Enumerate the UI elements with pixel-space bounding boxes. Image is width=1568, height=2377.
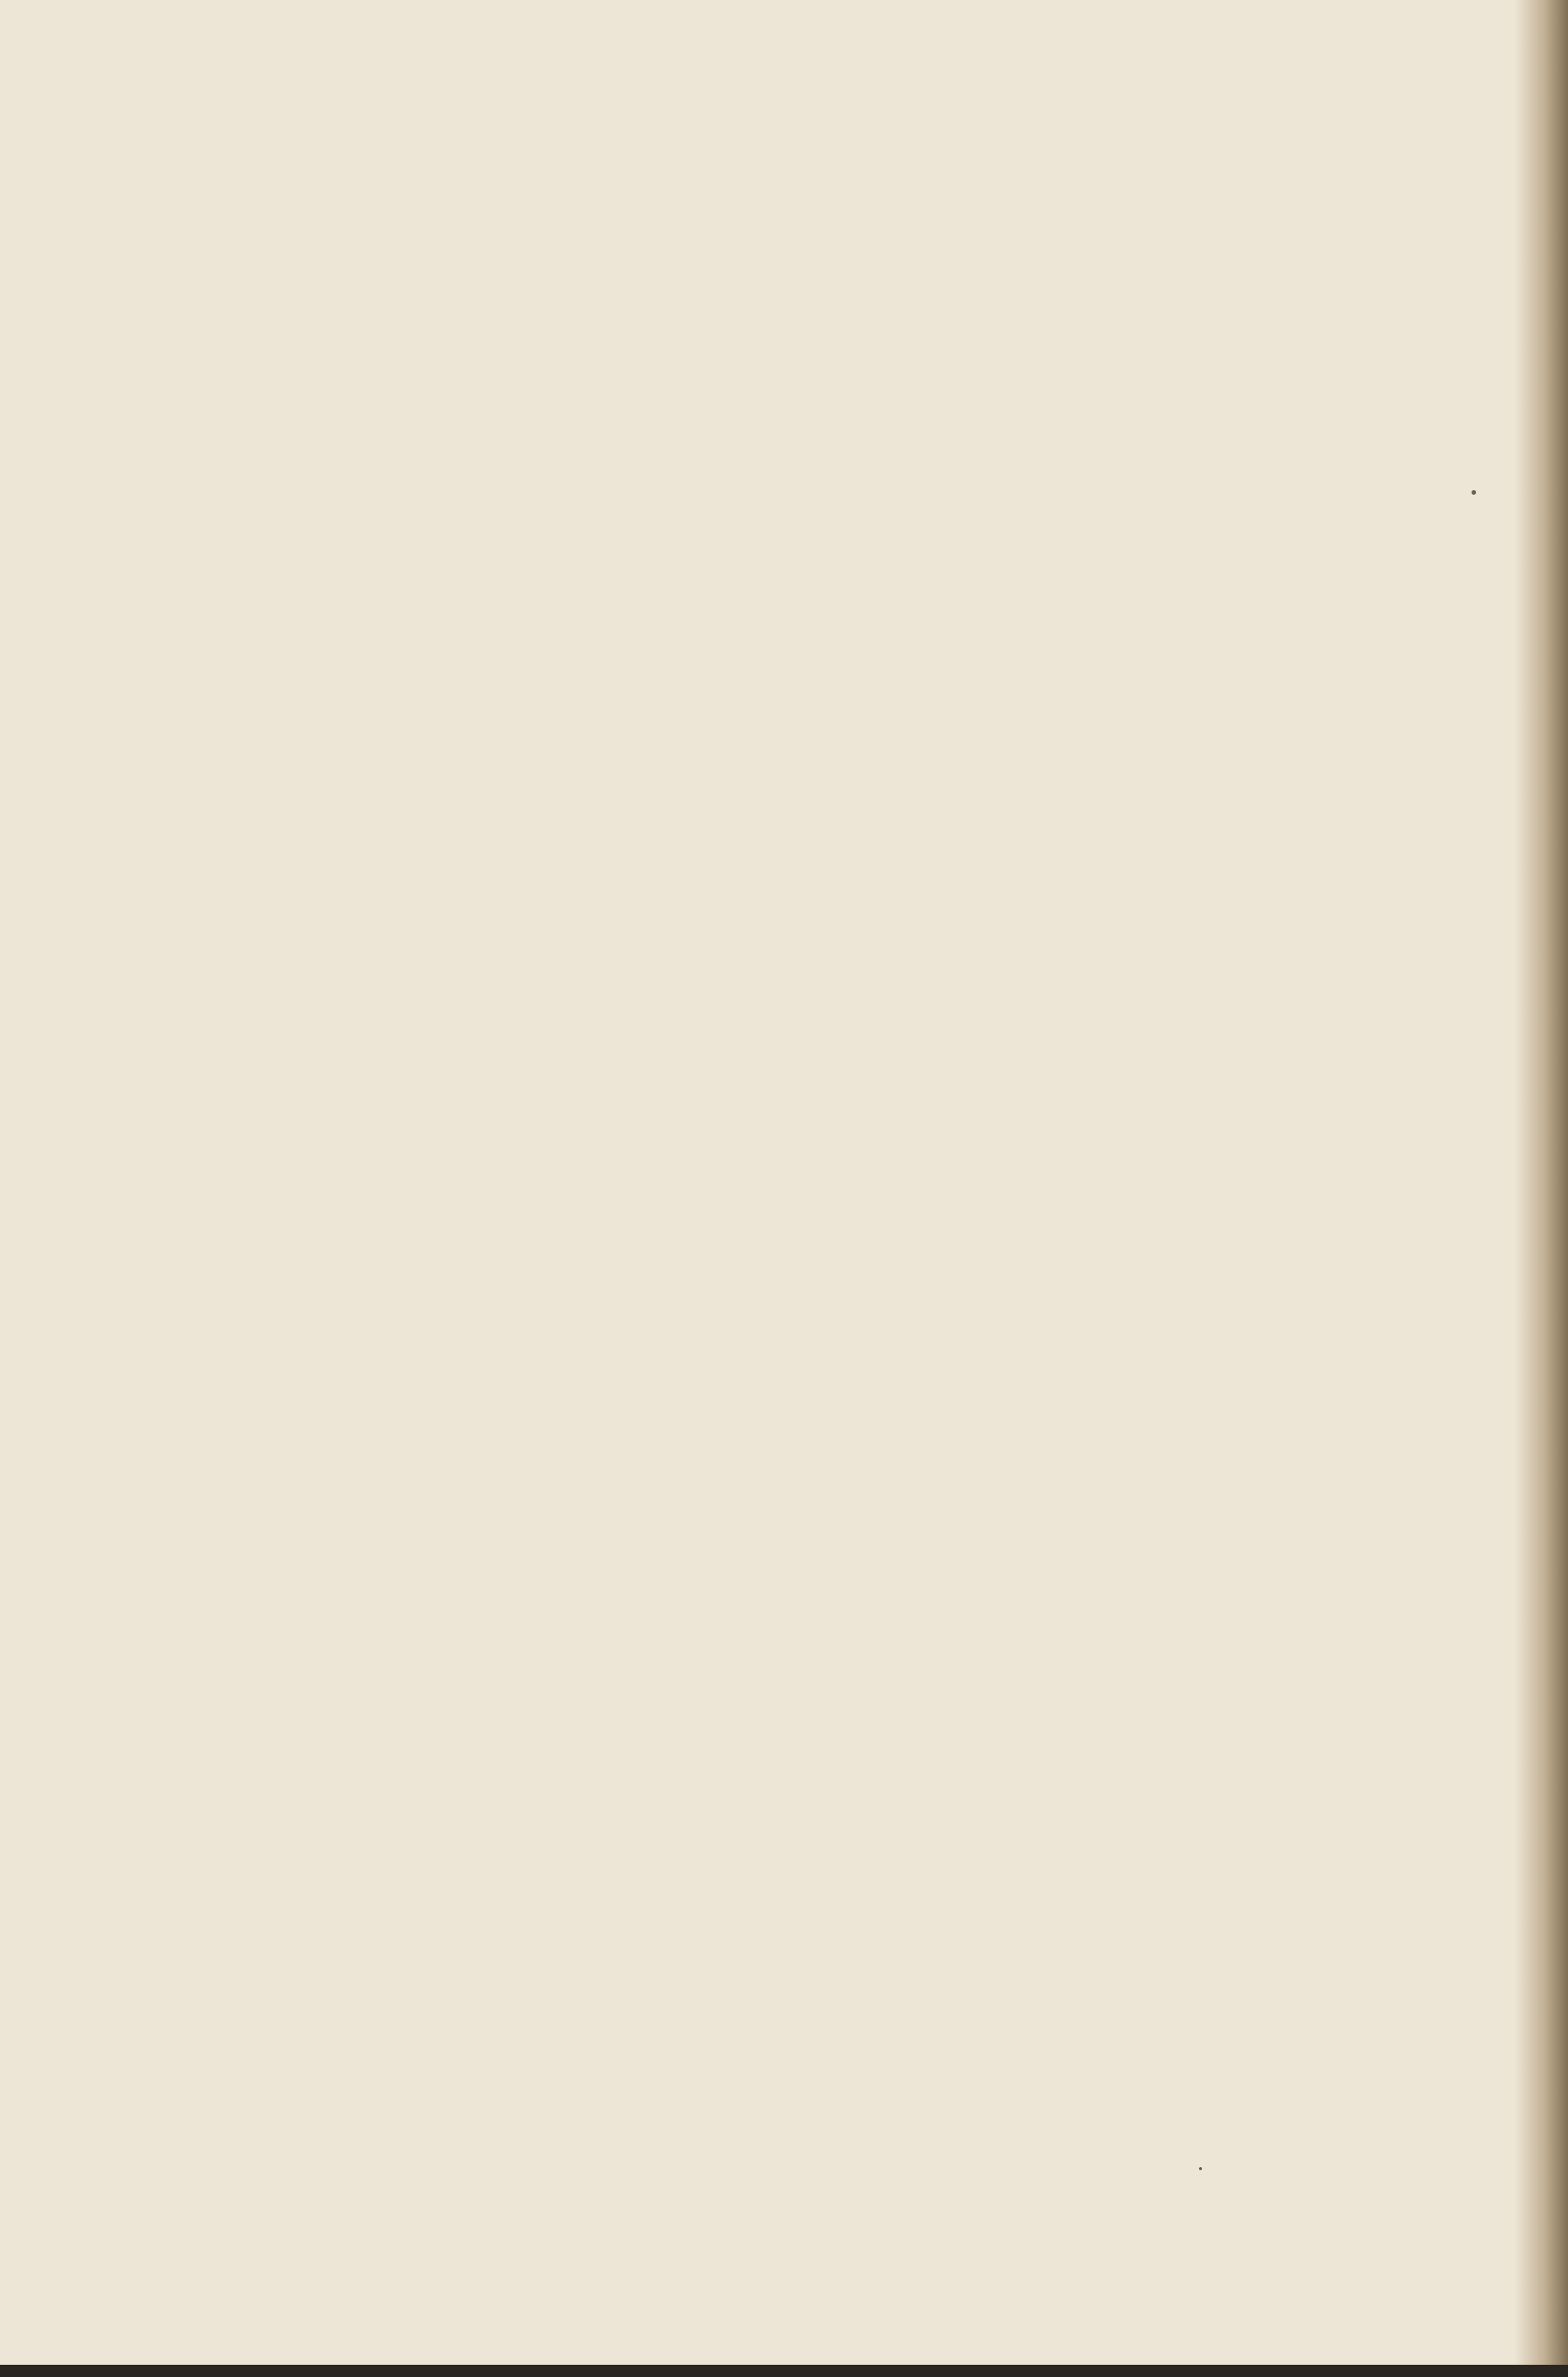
print-speck (1472, 490, 1476, 495)
print-speck (1199, 2167, 1202, 2170)
page-bottom-edge (0, 2365, 1568, 2377)
